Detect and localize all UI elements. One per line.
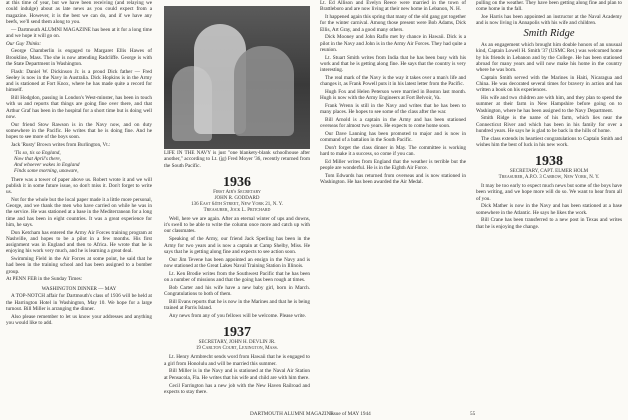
year-heading-1937: 1937	[223, 325, 251, 341]
year-heading-1936: 1936	[223, 174, 251, 190]
col1-subhead: Our Guy Thinks:	[6, 40, 42, 47]
col1-para-6: Our friend Stow Rawson is in the Navy now, and on duty somewhere in the Pacific. He writes that he is doing fine. And he hopes to see more of the boys soon.	[6, 121, 152, 140]
col2b-para-2: Bill Miller is in the Navy and is stationed at the Naval Air Station at Pensacola, Fla. He writes that his wife and child are with him there.	[164, 368, 310, 381]
footer-magazine-title: DARTMOUTH ALUMNI MAGAZINE	[250, 411, 334, 417]
footer-issue: Issue of MAY 1944	[330, 411, 371, 417]
col3-para-10: Don't forget the class dinner in May. The committee is working hard to make it a success, so come if you can.	[320, 144, 466, 157]
treasurer-line: Treasurer, Jock L. Pritchard	[203, 207, 271, 213]
col3-para-3: Dick Mooney and John Raflo met by chance in Hawaii. Dick is a pilot in the Navy and John is in the Army Air Forces. They had quite a reunion.	[320, 34, 466, 53]
secretary-2: SECRETARY, JOHN H. DEVLIN JR.	[198, 340, 276, 346]
col3-para-12: Tom Edwards has returned from overseas and is now stationed in Washington. He has been awarded the Air Medal.	[320, 172, 466, 185]
col4-top-para-1: pulling on the weather. They have been getting along fine and plan to come home in the fall.	[476, 0, 622, 13]
col4-top-para-2: Joe Harris has been appointed an instructor at the Naval Academy and is now living in Annapolis with his wife and children.	[476, 14, 622, 27]
col2-para-5: Bob Carter and his wife have a new baby girl, born in March. Congratulations to both of them.	[164, 284, 310, 298]
col4-para-2: Captain Smith served with the Marines in Haiti, Nicaragua and China. He was decorated several times for bravery in action and has written a book on his experiences.	[476, 74, 622, 94]
col1-section-heading: WASHINGTON DINNER — MAY	[41, 285, 117, 292]
col1-para-8: There was a tower of paper above us. Robert wrote it and we will publish it in some future issue, so don't miss it. Don't forget to write us.	[6, 176, 152, 195]
col2b-para-3: Cecil Farrington has a new job with the New Haven Railroad and expects to stay there.	[164, 382, 310, 395]
secretary-2-address: 19 Carlton Court, Lexington, Mass.	[195, 346, 279, 352]
verse-line: Now that April's there,	[14, 155, 61, 162]
col2b-para-1: Lt. Henry Armbrecht sends word from Hawaii that he is engaged to a girl from Honolulu and will be married this summer.	[164, 354, 310, 367]
caption-text: LIFE IN THE NAVY is just "one blankety-blank schoolhouse after another," according to Lt. (jg) Fred Moyer '36, recently returned from the South Pacific.	[164, 150, 310, 169]
col3-para-8: Bill Arnold is a captain in the Army and has been stationed overseas for almost two years. He expects to come home soon.	[320, 116, 466, 129]
column-1	[6, 0, 152, 412]
col4b-para-3: Bill Crane has been transferred to a new post in Texas and writes that he is enjoying the change.	[476, 217, 622, 230]
col4-para-4: Smith Ridge is the name of his farm, which lies near the Connecticut River and which has been in his family for over a hundred years. He says he is glad to be back in the hills of home.	[476, 115, 622, 134]
col3-para-6: Hugh Fox and Helen Peterson were married in Boston last month. Hugh is now with the Army Engineers at Fort Belvoir, Va.	[320, 88, 466, 101]
col1-para-5: Bill Hodgdon, passing in London's West-minster, has been in touch with us and reports that things are going fine over there, and that Arthur Graf has been in the hospital for a short time but is doing well now.	[6, 95, 152, 120]
col2-para-4: Lt. Ken Brodie writes from the Southwest Pacific that he has been on a number of missions and that the going has been rough at times.	[164, 270, 310, 284]
col2-para-6: Bill Evans reports that he is now in the Marines and that he is being trained at Parris Island.	[164, 298, 310, 312]
col2-para-2: Speaking of the Army, our friend Jack Sperling has been in the Army for two years and is now a captain at Camp Shelby, Miss. He says that he is getting along fine and expects to see action soon.	[164, 236, 310, 255]
col3-para-7: Frank Wrenn is still in the Navy and writes that he has been to many places. He hopes to see some of the class after the war.	[320, 102, 466, 115]
col1-para-11: Swimming Field in the Air Forces at some point, he said that he had been in the training school and has been assigned to a bomber group.	[6, 256, 152, 275]
col1-para-3: George Chamberlin is engaged to Margaret Ellis Hawes of Brookline, Mass. The she is now attending Radcliffe. George is with the State Department in Washington.	[6, 48, 152, 67]
secretary-address: 136 East 64th Street, New York 21, N. Y.	[191, 201, 283, 207]
col3-para-2: It happened again this spring that many of the old gang got together for the winter carnival. Among those present were Bob Adams, Dick Ellis, Art Gray, and a good many others.	[320, 14, 466, 33]
secretary-1938-address: Treasurer, A.P.O. 3 Carrow, New York, N. Y.	[498, 175, 600, 180]
verse-line: And whoever wakes in England	[14, 162, 80, 168]
col3-para-11: Ed Miller writes from England that the weather is terrible but the people are wonderful. He is in the Eighth Air Force.	[320, 158, 466, 171]
col1-verse	[14, 150, 152, 175]
photo-caption	[164, 150, 310, 397]
col4-para-5: The class extends its heartiest congratulations to Captain Smith and wishes him the best of luck in his new work.	[476, 135, 622, 148]
col1-para-2: — Dartmouth ALUMNI MAGAZINE has been at it for a long time and we hope it will go on.	[6, 26, 152, 39]
secretary-1938: SECRETARY, CAPT. ELMER HOLM	[509, 169, 589, 174]
column-3	[320, 0, 466, 408]
column-4	[476, 0, 622, 408]
verse-line: Finds some morning, unaware,	[14, 168, 79, 175]
year-heading-1938: 1938	[535, 154, 563, 169]
col4b-para-1: It may be too early to expect much news but some of the boys have been writing, and we hope more will do so. We want to hear from all of you.	[476, 183, 622, 202]
col1-para-12: At PENN FEB in the Sunday Times:	[6, 276, 83, 283]
verse-line: 'Tis so, tis so England,	[14, 149, 61, 156]
col2-para-7: Any news from any of you fellows will be welcome. Please write.	[169, 313, 307, 320]
footer-page-number: 55	[470, 411, 476, 417]
secretary-name: JOHN R. GODDARD	[214, 195, 260, 201]
col1-para-1: at this time of year, but we have been receiving (and relaying we could indulge) about as late news as you could expect from a magazine. However, it is the best we can do, and if we have any beefs, we'll send them along to you.	[6, 0, 152, 25]
col3-para-1: Lt. Ed Allison and Evelyn Reece were married in the town of Brattleboro and are now living at their new home in Lebanon, N. H.	[320, 0, 466, 13]
col1-para-7: Jack 'Rusty' Brown writes from Burlington, Vt.:	[11, 141, 111, 148]
col2-para-3: Our Jim Tevene has been appointed an ensign in the Navy and is now stationed at the Great Lakes Naval Training Station in Illinois.	[164, 256, 310, 269]
col3-para-9: Our Dave Lanning has been promoted to major and is now in command of a battalion in the South Pacific.	[320, 130, 466, 143]
col2-para-1: Well, here we are again. After an eternal winter of ups and downs, it's swell to be able to write the column once more and catch up with our classmates.	[164, 215, 310, 235]
col4-para-1: As an engagement which brought him double honors of an unusual kind, Captain Lowell H. Smith '37 (USMC Ret.) was welcomed home by his friends in Lebanon and by the College. He has been stationed abroad for many years and will now make his home in the country where he was born.	[476, 42, 622, 73]
secretary-line: First Air's Secretary	[213, 189, 261, 195]
smith-ridge-heading: Smith Ridge	[523, 28, 575, 39]
col1-bottom-para-2: Also please remember to let us know your addresses and anything you would like to add.	[6, 313, 152, 326]
col1-para-4: Flash: Daniel W. Dickinson Jr. is a proud Dick father — Fred Seeley is now in the Navy in Australia. Dick Hopkins is in the Army and is stationed at Fort Knox, where he has made quite a record for himself.	[6, 68, 152, 94]
col1-bottom-para-1: A TOP-NOTCH affair for Dartmouth's class of 1936 will be held at the Harrington Hotel in Washington, May 10. We hope for a large turnout. Bill Miller is arranging the dinner.	[6, 293, 152, 312]
col4-para-3: His wife and two children are with him, and they plan to spend the summer at their farm in New Hampshire before going on to Washington, where he has been assigned to the Navy Department.	[476, 95, 622, 114]
col3-para-5: The real mark of the Navy is the way it takes over a man's life and changes it, as Frank Powell puts it in his latest letter from the Pacific.	[320, 74, 466, 87]
col4b-para-2: Dick Mather is now in the Navy and has been stationed at a base somewhere in the Atlantic. He says he likes the work.	[476, 203, 622, 216]
navy-photo	[164, 6, 310, 149]
col3-para-4: Lt. Stuart Smith writes from India that he has been busy with his work and that he is getting along fine. He says that the country is very interesting.	[320, 54, 466, 73]
col1-para-10: Don Ketcham has entered the Army Air Forces training program at Nashville, and hopes to be a pilot in a few months. His first assignment was in England and then to Africa. He wrote that he is enjoying his work very much, and he is learning a great deal.	[6, 229, 152, 255]
col1-para-9: Not for the whole but the local paper made it a little more personal, George, and we thank the men who have carried on while he was in the service. He was stationed at a base in the Mediterranean for a long time and has been in eight countries. It was a great experience for him, he says.	[6, 196, 152, 228]
